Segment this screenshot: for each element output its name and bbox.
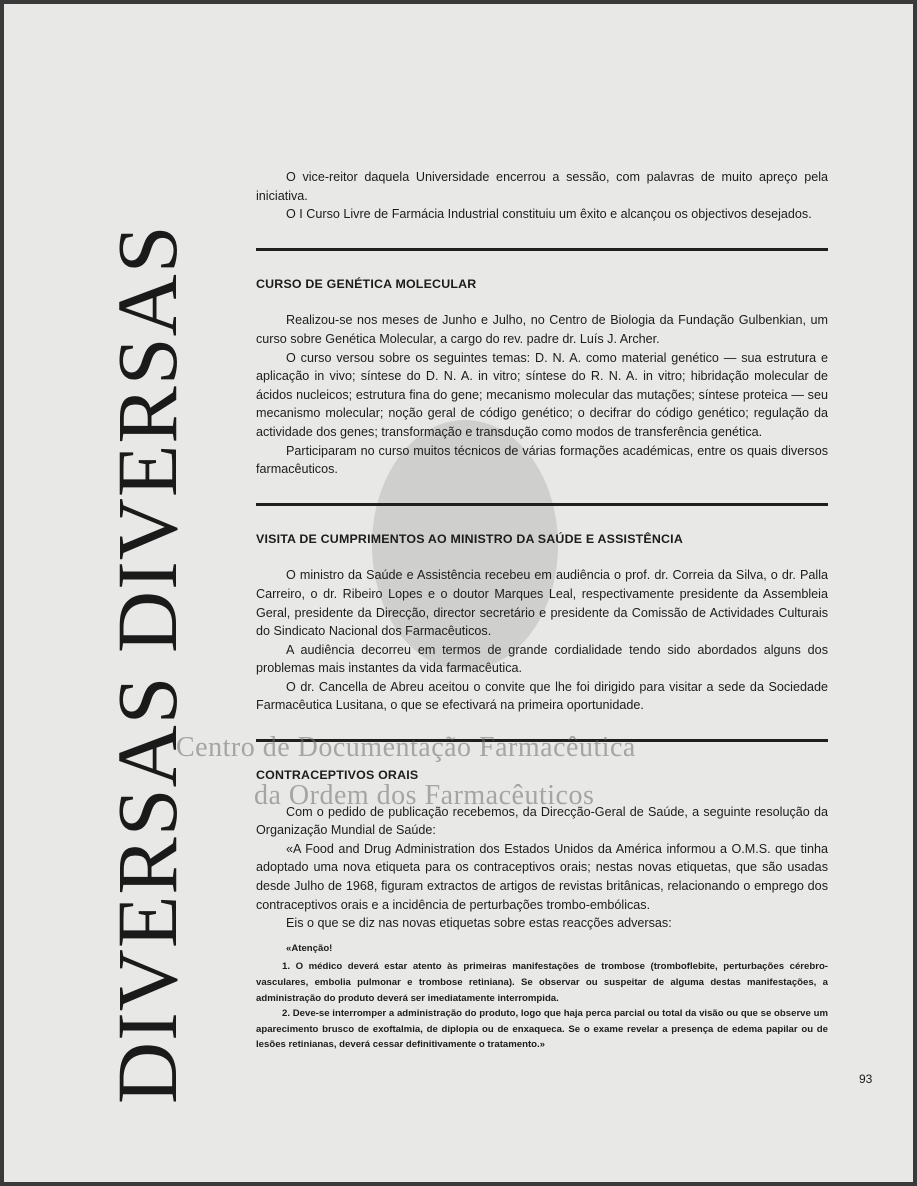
visita-paragraph-1: O ministro da Saúde e Assistência recebeu em audiência o prof. dr. Correia da Silva, o dr. Palla Carreiro, o dr. Ribeiro Lopes e o doutor Marques Leal, respectivamente presidente da Assembleia Geral, presidente da Direcção, director secretário e presidente da Comissão de Actividades Culturais do Sindicato Nacional dos Farmacêuticos. xyxy=(256,568,828,639)
warning-label-text xyxy=(256,941,828,1053)
watermark-line-1: Centro de Documentação Farmacêutica xyxy=(176,732,636,763)
visita-paragraph-3: O dr. Cancella de Abreu aceitou o convite que lhe foi dirigido para visitar a sede da Sociedade Farmacêutica Lusitana, o que se efectivará na primeira oportunidade. xyxy=(256,679,828,713)
watermark-line-2: da Ordem dos Farmacêuticos xyxy=(254,780,595,811)
genetica-paragraph-1: Realizou-se nos meses de Junho e Julho, no Centro de Biologia da Fundação Gulbenkian, um curso sobre Genética Molecular, a cargo do rev. padre dr. Luís J. Archer. xyxy=(256,313,828,346)
page-number: 93 xyxy=(859,1072,873,1086)
section-heading-visita: VISITA DE CUMPRIMENTOS AO MINISTRO DA SAÚDE E ASSISTÊNCIA xyxy=(256,531,683,546)
document-page xyxy=(4,4,913,1182)
section-heading-contraceptivos: CONTRACEPTIVOS ORAIS xyxy=(256,768,419,783)
genetica-paragraph-2: O curso versou sobre os seguintes temas: D. N. A. como material genético — sua estrutura e aplicação in vivo; síntese do D. N. A. in vitro; síntese do R. N. A. in vitro; hibridação molecular de ácidos nucleicos; estrutura fina do gene; mecanismo molecular das mutações; síntese proteica — seu mecanismo molecular; noção geral de código genético; o decifrar do código genético; regulação da actividade dos genes; transformação e transdução como modos de transferência genética. xyxy=(256,350,828,439)
article-content xyxy=(256,168,828,1053)
contraceptivos-paragraph-1: Com o pedido de publicação recebemos, da Direcção-Geral de Saúde, a seguinte resolução da Organização Mundial de Saúde: xyxy=(256,804,828,838)
section-heading-genetica: CURSO DE GENÉTICA MOLECULAR xyxy=(256,276,477,291)
contraceptivos-paragraph-2: «A Food and Drug Administration dos Estados Unidos da América informou a O.M.S. que tinha adoptado uma nova etiqueta para os contraceptivos orais; nestas novas etiquetas, que são usadas desde Julho de 1968, figuram extractos de artigos de revistas britânicas, relacionando o emprego dos contraceptivos orais e a incidência de perturbações trombo-embólicas. xyxy=(256,841,828,912)
attention-label: «Atenção! xyxy=(286,942,333,954)
section-divider xyxy=(256,248,828,251)
warning-item-2: 2. Deve-se interromper a administração do produto, logo que haja perca parcial ou total da visão ou que se observe um aparecimento brusco de exoftalmia, de diplopia ou de enxaqueca. Se o exame revelar a presença de edema papilar ou de lesões retinianas, deverá cessar definitivamente o tratamento.» xyxy=(256,1008,828,1051)
intro-paragraph-1: O vice-reitor daquela Universidade encerrou a sessão, com palavras de muito apreço pela iniciativa. xyxy=(256,170,828,203)
intro-paragraph-2: O I Curso Livre de Farmácia Industrial constituiu um êxito e alcançou os objectivos desejados. xyxy=(286,207,812,222)
contraceptivos-paragraph-3: Eis o que se diz nas novas etiquetas sobre estas reacções adversas: xyxy=(286,916,672,931)
section-divider xyxy=(256,503,828,506)
warning-item-1: 1. O médico deverá estar atento às primeiras manifestações de trombose (tromboflebite, perturbações cérebro-vasculares, embolia pulmonar e trombose retiniana). Se observar ou suspeitar de alguma destas manifestações, a administração do produto deverá ser imediatamente interrompida. xyxy=(256,961,828,1004)
visita-paragraph-2: A audiência decorreu em termos de grande cordialidade tendo sido abordados alguns dos problemas mais instantes da vida farmacêutica. xyxy=(256,642,828,676)
section-sidebar-title: DIVERSAS DIVERSAS xyxy=(99,224,195,1104)
genetica-paragraph-3: Participaram no curso muitos técnicos de várias formações académicas, entre os quais diversos farmacêuticos. xyxy=(256,443,828,477)
